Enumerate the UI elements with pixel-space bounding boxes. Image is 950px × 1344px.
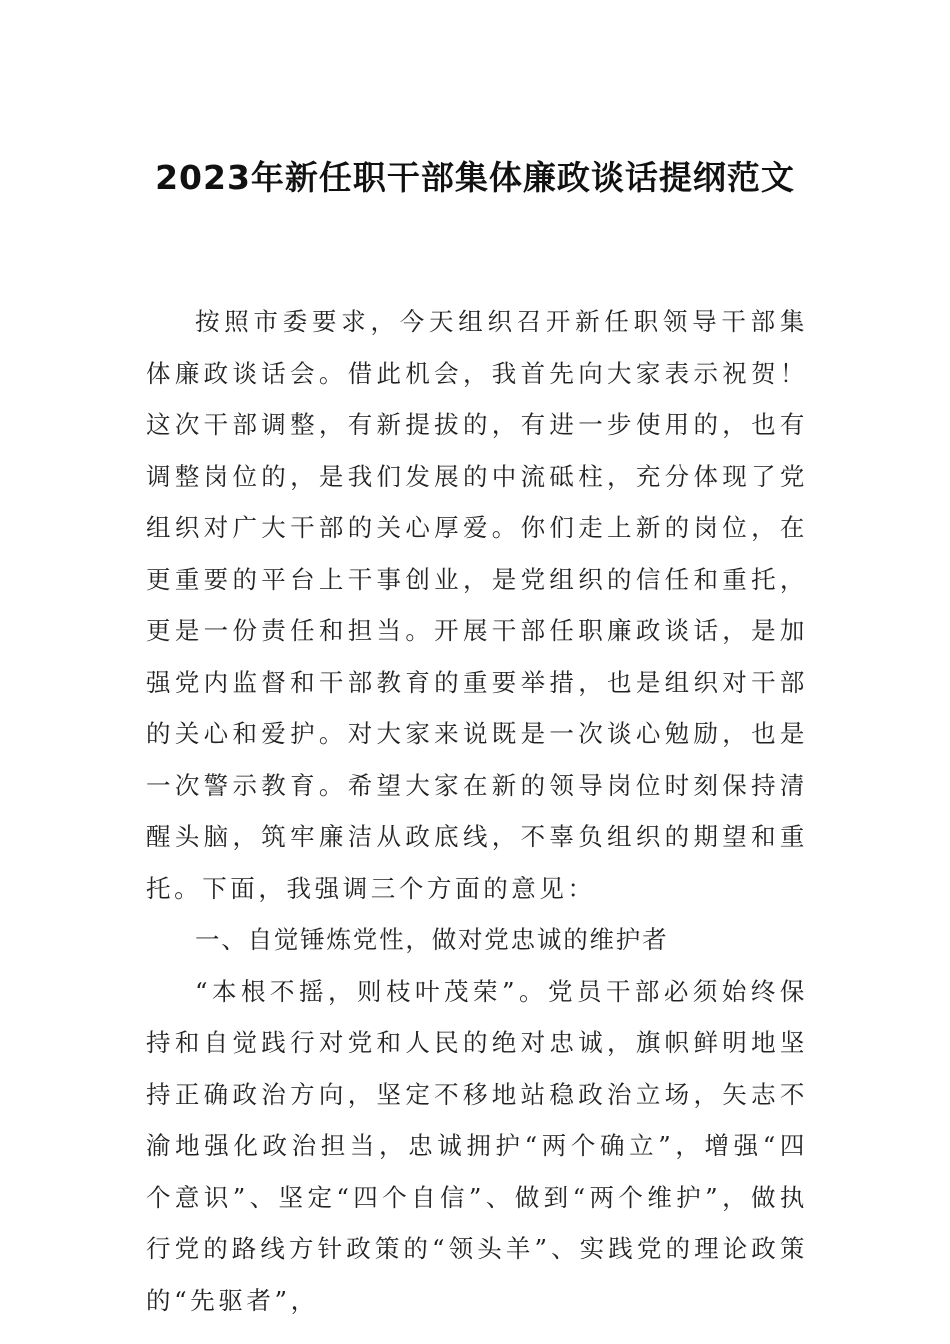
section-heading-1: 一、自觉锤炼党性，做对党忠诚的维护者 [195, 925, 669, 954]
paragraph-section-1: “本根不摇，则枝叶茂荣”。党员干部必须始终保持和自觉践行对党和人民的绝对忠诚，旗帜鲜明地坚持正确政治方向，坚定不移地站稳政治立场，矢志不渝地强化政治担当，忠诚拥护“两个确立”，增强“四个意识”、坚定“四个自信”、做到“两个维护”，做执行党的路线方针政策的“领头羊”、实践党的理论政策的“先驱者”， [146, 976, 808, 1315]
document-body [146, 296, 808, 1326]
document-title: 2023年新任职干部集体廉政谈话提纲范文 [155, 158, 795, 197]
paragraph-intro: 按照市委要求，今天组织召开新任职领导干部集体廉政谈话会。借此机会，我首先向大家表示祝贺！这次干部调整，有新提拔的，有进一步使用的，也有调整岗位的，是我们发展的中流砥柱，充分体现了党组织对广大干部的关心厚爱。你们走上新的岗位，在更重要的平台上干事创业，是党组织的信任和重托，更是一份责任和担当。开展干部任职廉政谈话，是加强党内监督和干部教育的重要举措，也是组织对干部的关心和爱护。对大家来说既是一次谈心勉励，也是一次警示教育。希望大家在新的领导岗位时刻保持清醒头脑，筑牢廉洁从政底线，不辜负组织的期望和重托。下面，我强调三个方面的意见： [146, 307, 808, 903]
